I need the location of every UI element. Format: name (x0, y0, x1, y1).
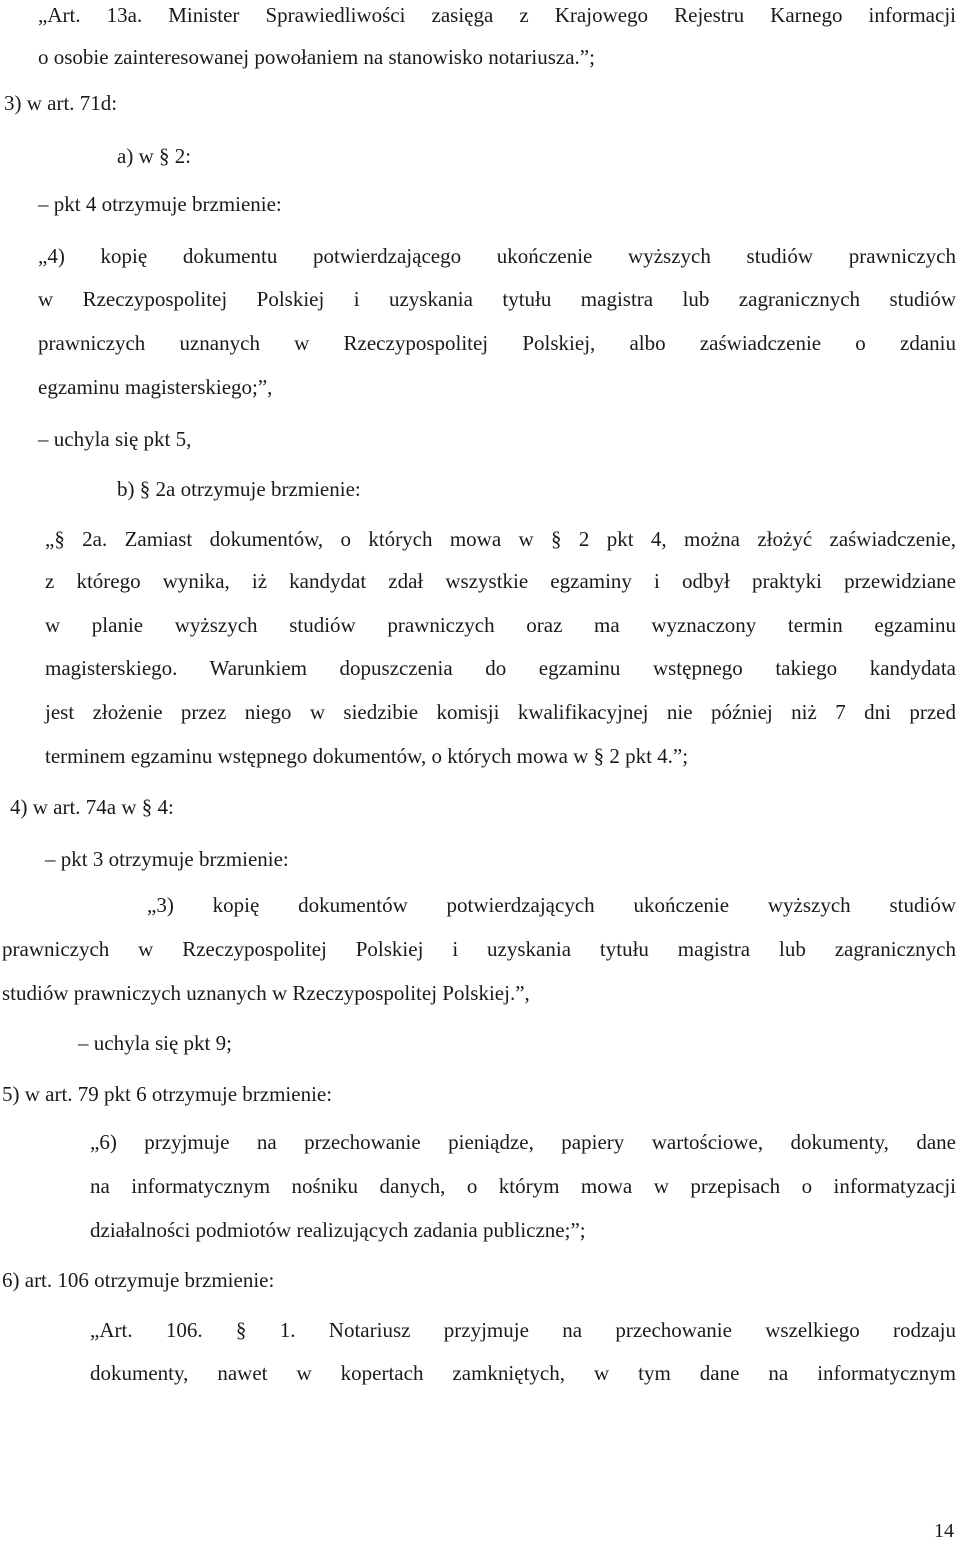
text-line: jest złożenie przez niego w siedzibie komisji kwalifikacyjnej nie później niż 7 dni przed (45, 700, 956, 724)
text-line: „Art. 106. § 1. Notariusz przyjmuje na przechowanie wszelkiego rodzaju (90, 1318, 956, 1342)
text-line: prawniczych uznanych w Rzeczypospolitej Polskiej, albo zaświadczenie o zdaniu (38, 331, 956, 355)
text-line: w Rzeczypospolitej Polskiej i uzyskania tytułu magistra lub zagranicznych studiów (38, 287, 956, 311)
text-line: dokumenty, nawet w kopertach zamkniętych, w tym dane na informatycznym (90, 1361, 956, 1385)
text-line: 6) art. 106 otrzymuje brzmienie: (2, 1268, 275, 1292)
text-line: – pkt 3 otrzymuje brzmienie: (45, 847, 289, 871)
text-line: na informatycznym nośniku danych, o którym mowa w przepisach o informatyzacji (90, 1174, 956, 1198)
text-line: egzaminu magisterskiego;”, (38, 375, 273, 399)
text-line: 4) w art. 74a w § 4: (10, 795, 174, 819)
text-line: studiów prawniczych uznanych w Rzeczypospolitej Polskiej.”, (2, 981, 530, 1005)
text-line: „§ 2a. Zamiast dokumentów, o których mowa w § 2 pkt 4, można złożyć zaświadczenie, (45, 527, 956, 551)
text-line: 3) w art. 71d: (4, 91, 118, 115)
text-line: a) w § 2: (117, 144, 192, 168)
page-number: 14 (934, 1520, 954, 1542)
text-line: magisterskiego. Warunkiem dopuszczenia do egzaminu wstępnego takiego kandydata (45, 656, 956, 680)
text-line: „3) kopię dokumentów potwierdzających ukończenie wyższych studiów (147, 893, 956, 917)
text-line: „Art. 13a. Minister Sprawiedliwości zasięga z Krajowego Rejestru Karnego informacji (38, 3, 956, 27)
text-line: b) § 2a otrzymuje brzmienie: (117, 477, 361, 501)
text-line: o osobie zainteresowanej powołaniem na stanowisko notariusza.”; (38, 45, 595, 69)
text-line: prawniczych w Rzeczypospolitej Polskiej i uzyskania tytułu magistra lub zagranicznych (2, 937, 956, 961)
text-line: w planie wyższych studiów prawniczych oraz ma wyznaczony termin egzaminu (45, 613, 956, 637)
text-line: terminem egzaminu wstępnego dokumentów, o których mowa w § 2 pkt 4.”; (45, 744, 689, 768)
text-line: – pkt 4 otrzymuje brzmienie: (38, 192, 282, 216)
text-line: działalności podmiotów realizujących zadania publiczne;”; (90, 1218, 586, 1242)
text-line: – uchyla się pkt 9; (78, 1031, 232, 1055)
text-line: „6) przyjmuje na przechowanie pieniądze, papiery wartościowe, dokumenty, dane (90, 1130, 956, 1154)
text-line: „4) kopię dokumentu potwierdzającego ukończenie wyższych studiów prawniczych (38, 244, 956, 268)
text-line: – uchyla się pkt 5, (38, 427, 192, 451)
text-line: z którego wynika, iż kandydat zdał wszystkie egzaminy i odbył praktyki przewidziane (45, 569, 956, 593)
text-line: 5) w art. 79 pkt 6 otrzymuje brzmienie: (2, 1082, 333, 1106)
